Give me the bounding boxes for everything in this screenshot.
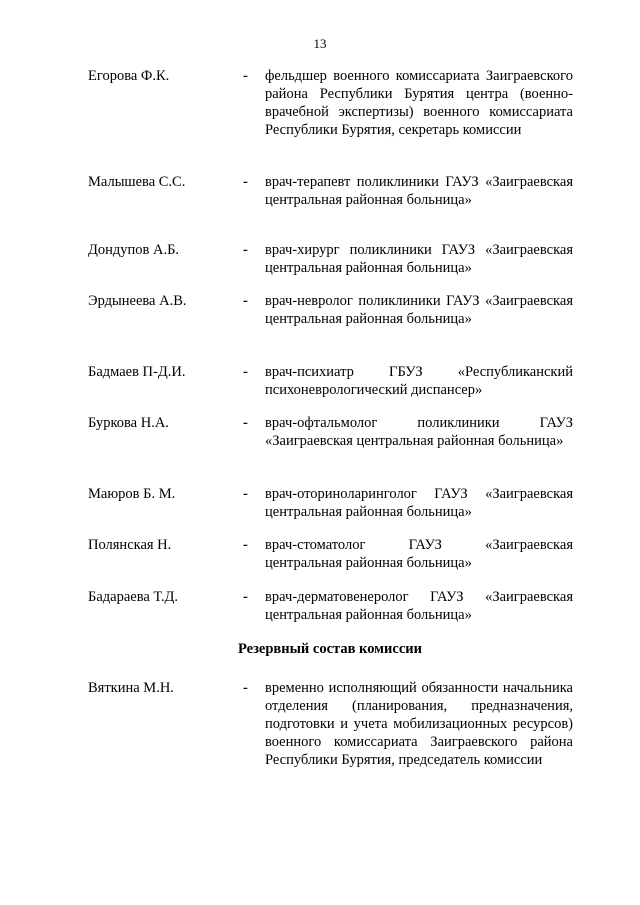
dash-separator: - [243,364,248,380]
member-role: врач-невролог поликлиники ГАУЗ «Заиграевская центральная районная больница» [265,293,573,327]
member-role: врач-терапевт поликлиники ГАУЗ «Заиграевская центральная районная больница» [265,174,573,208]
dash-separator: - [243,293,248,309]
dash-separator: - [243,589,248,605]
member-role: фельдшер военного комиссариата Заиграевского района Республики Бурятия центра (военно-врачебной экспертизы) военного комиссариата Республики Бурятия, секретарь комиссии [265,68,573,138]
member-name: Малышева С.С. [88,174,186,190]
member-role: временно исполняющий обязанности начальника отделения (планирования, предназначения, подготовки и учета мобилизационных ресурсов) военного комиссариата Заиграевского района Республики Бурятия, председатель комиссии [265,680,573,768]
dash-separator: - [243,242,248,258]
dash-separator: - [243,537,248,553]
member-role: врач-офтальмолог поликлиники ГАУЗ «Заиграевская центральная районная больница» [265,415,573,449]
dash-separator: - [243,486,248,502]
member-name: Бадмаев П-Д.И. [88,364,186,380]
dash-separator: - [243,680,248,696]
member-role: врач-дерматовенеролог ГАУЗ «Заиграевская центральная районная больница» [265,589,573,623]
member-name: Вяткина М.Н. [88,680,174,696]
dash-separator: - [243,415,248,431]
dash-separator: - [243,174,248,190]
page-number: 13 [313,36,327,51]
member-role: врач-психиатр ГБУЗ «Республиканский психоневрологический диспансер» [265,364,573,398]
member-name: Дондупов А.Б. [88,242,180,258]
reserve-section-heading: Резервный состав комиссии [238,641,422,657]
member-role: врач-хирург поликлиники ГАУЗ «Заиграевская центральная районная больница» [265,242,573,276]
member-name: Маюров Б. М. [88,486,176,502]
member-name: Буркова Н.А. [88,415,169,431]
member-role: врач-оториноларинголог ГАУЗ «Заиграевская центральная районная больница» [265,486,573,520]
member-name: Эрдынеева А.В. [88,293,187,309]
member-name: Егорова Ф.К. [88,68,170,84]
member-role: врач-стоматолог ГАУЗ «Заиграевская центральная районная больница» [265,537,573,571]
member-name: Бадараева Т.Д. [88,589,178,605]
dash-separator: - [243,68,248,84]
member-name: Полянская Н. [88,537,172,553]
